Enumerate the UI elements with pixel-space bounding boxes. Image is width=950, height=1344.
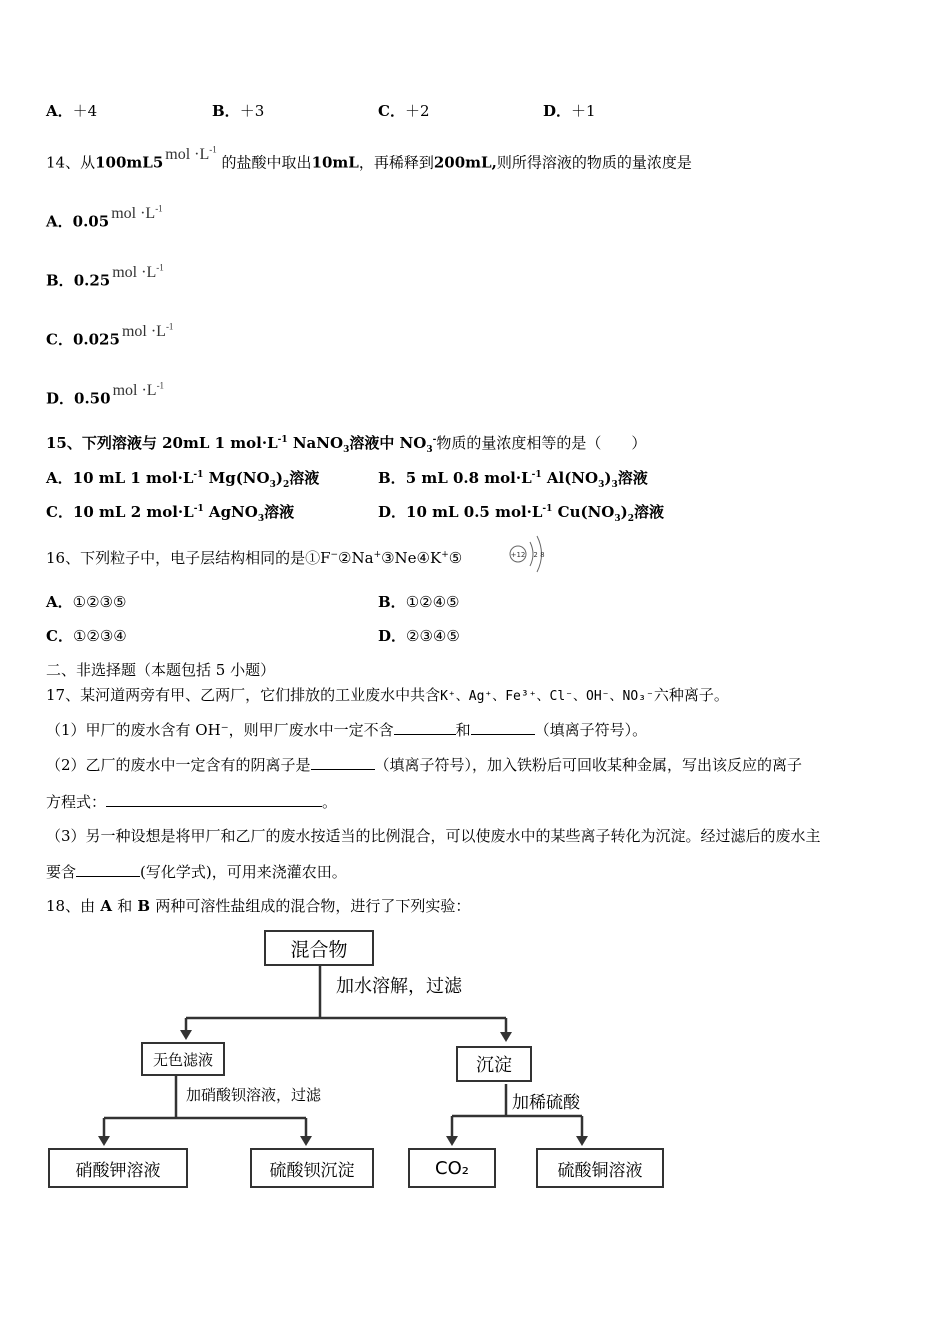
q13-option-c: C．＋2 [378, 102, 430, 120]
arrow-r1 [446, 1136, 458, 1146]
flow-box-co2: CO₂ [408, 1148, 496, 1188]
q17-part1: （1）甲厂的废水含有 OH⁻，则甲厂废水中一定不含 和 （填离子符号）。 [46, 721, 648, 739]
q16-option-d: D．②③④⑤ [378, 627, 460, 645]
arrow-l2 [300, 1136, 312, 1146]
q14-option-b: B．0.25 mol $\cdot L^{-1}$ [46, 263, 164, 290]
flow-step-bano3: 加硝酸钡溶液，过滤 [186, 1086, 322, 1104]
q16-option-c: C．①②③④ [46, 627, 127, 645]
q17-part3: （3）另一种设想是将甲厂和乙厂的废水按适当的比例混合，可以使废水中的某些离子转化为沉淀。经过滤后的废水主 [46, 827, 821, 845]
q13-option-a: A．＋4 [46, 102, 98, 120]
nucleus-label: +12 [510, 551, 526, 559]
flow-box-cuso4: 硫酸铜溶液 [536, 1148, 664, 1188]
q15-option-c: C．10 mL 2 $mol\cdot L^{-1}$ AgNO$_3$溶液 [46, 503, 295, 524]
q14-stem: 14、从100mL5 mol $\cdot L^{-1}$ 的盐酸中取出10mL，再稀释到200mL,则所得溶液的物质的量浓度是 [46, 145, 692, 172]
arrow-right [500, 1032, 512, 1042]
q13-option-d: D．＋1 [543, 102, 596, 120]
q14-option-c: C．0.025 mol $\cdot L^{-1}$ [46, 322, 174, 349]
electron-label: 2 8 [533, 551, 545, 559]
q17-part2: （2）乙厂的废水中一定含有的阴离子是 （填离子符号），加入铁粉后可回收某种金属，写出该反应的离子 [46, 756, 803, 774]
q16-stem: 16、下列粒子中，电子层结构相同的是①F−②Na+③Ne④K+⑤ [46, 549, 463, 567]
flow-box-kno3: 硝酸钾溶液 [48, 1148, 188, 1188]
flow-step-dissolve: 加水溶解，过滤 [336, 976, 462, 997]
flow-box-precipitate: 沉淀 [456, 1046, 532, 1082]
q15-option-d: D．10 mL 0.5 $mol\cdot L^{-1}$ $Cu(NO_3)_2$溶液 [378, 503, 665, 524]
q14-option-a: A．0.05 mol $\cdot L^{-1}$ [46, 204, 163, 231]
section-heading: 二、非选择题（本题包括 5 小题） [46, 661, 276, 679]
arrow-left [180, 1030, 192, 1040]
q17-part2-cont: 方程式： 。 [46, 793, 338, 811]
q13-option-b: B．＋3 [212, 102, 265, 120]
q15-option-a: A．10 mL 1 $mol\cdot L^{-1}$ $Mg(NO_3)_2$溶液 [46, 469, 320, 490]
arrow-r2 [576, 1136, 588, 1146]
arrow-l1 [98, 1136, 110, 1146]
flow-box-mixture: 混合物 [264, 930, 374, 966]
flow-box-baso4: 硫酸钡沉淀 [250, 1148, 374, 1188]
q16-option-a: A．①②③⑤ [46, 593, 127, 611]
q18-stem: 18、由 A 和 B 两种可溶性盐组成的混合物，进行了下列实验： [46, 897, 471, 915]
q17-stem: 17、某河道两旁有甲、乙两厂，它们排放的工业废水中共含K⁺、Ag⁺、Fe³⁺、Cl⁻、OH⁻、NO₃⁻六种离子。 [46, 686, 729, 704]
q16-option-b: B．①②④⑤ [378, 593, 460, 611]
flow-box-filtrate: 无色滤液 [141, 1042, 225, 1076]
flow-step-h2so4: 加稀硫酸 [512, 1093, 580, 1113]
q17-part3-cont: 要含 (写化学式)，可用来浇灌农田。 [46, 863, 347, 881]
q15-stem: 15、下列溶液与 20mL 1 $mol\cdot L^{-1}$ NaNO$_3$溶液中 $NO_3^-$物质的量浓度相等的是（ ） [46, 434, 647, 455]
q14-option-d: D．0.50 mol $\cdot L^{-1}$ [46, 381, 165, 408]
q15-option-b: B．5 mL 0.8 $mol\cdot L^{-1}$ $Al(NO_3)_3$溶液 [378, 469, 648, 490]
